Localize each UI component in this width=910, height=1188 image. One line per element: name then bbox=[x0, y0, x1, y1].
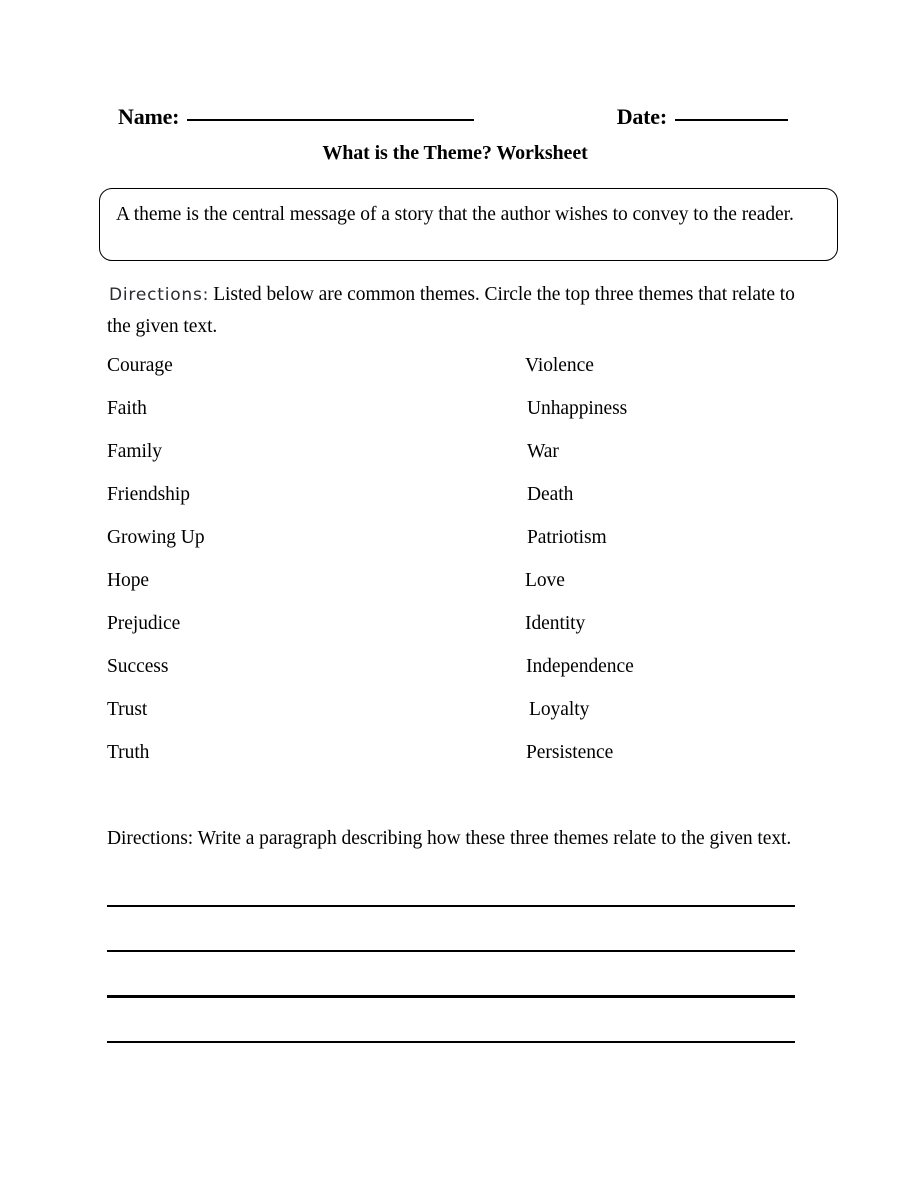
theme-item[interactable]: Patriotism bbox=[527, 527, 607, 548]
theme-list bbox=[0, 355, 910, 775]
theme-item[interactable]: Death bbox=[527, 484, 574, 505]
answer-line[interactable] bbox=[107, 950, 795, 952]
answer-line[interactable] bbox=[107, 995, 795, 997]
theme-column-left bbox=[107, 355, 487, 785]
theme-column-right bbox=[525, 355, 885, 785]
definition-callout-box bbox=[99, 188, 838, 261]
theme-item[interactable]: Love bbox=[525, 570, 565, 591]
theme-item[interactable]: Truth bbox=[107, 742, 150, 763]
header-row bbox=[118, 104, 788, 134]
theme-item[interactable]: Independence bbox=[526, 656, 634, 677]
name-write-in-rule[interactable] bbox=[187, 119, 474, 121]
theme-item[interactable]: Faith bbox=[107, 398, 147, 419]
answer-lines bbox=[107, 905, 795, 1086]
page-title: What is the Theme? Worksheet bbox=[322, 142, 588, 164]
directions-top-body: Listed below are common themes. Circle the top three themes that relate to the given text. bbox=[107, 284, 795, 337]
theme-item[interactable]: Success bbox=[107, 656, 169, 677]
theme-item[interactable]: Violence bbox=[525, 355, 594, 376]
theme-item[interactable]: Loyalty bbox=[529, 699, 590, 720]
name-field bbox=[118, 104, 474, 130]
theme-item[interactable]: War bbox=[527, 441, 559, 462]
theme-item[interactable]: Family bbox=[107, 441, 162, 462]
answer-line[interactable] bbox=[107, 905, 795, 907]
definition-text: A theme is the central message of a story that the author wishes to convey to the reader. bbox=[116, 204, 794, 225]
answer-line[interactable] bbox=[107, 1041, 795, 1043]
theme-item[interactable]: Friendship bbox=[107, 484, 190, 505]
date-field bbox=[617, 104, 788, 130]
date-write-in-rule[interactable] bbox=[675, 119, 788, 121]
name-label: Name: bbox=[118, 104, 180, 129]
theme-item[interactable]: Identity bbox=[525, 613, 586, 634]
theme-item[interactable]: Growing Up bbox=[107, 527, 205, 548]
directions-top-keyword: Directions: bbox=[109, 285, 210, 305]
theme-item[interactable]: Trust bbox=[107, 699, 148, 720]
theme-item[interactable]: Courage bbox=[107, 355, 173, 376]
theme-item[interactable]: Hope bbox=[107, 570, 150, 591]
directions-top bbox=[107, 279, 807, 342]
theme-item[interactable]: Unhappiness bbox=[527, 398, 628, 419]
theme-item[interactable]: Prejudice bbox=[107, 613, 181, 634]
directions-bottom: Directions: Write a paragraph describing how these three themes relate to the given text. bbox=[107, 828, 792, 849]
theme-item[interactable]: Persistence bbox=[526, 742, 614, 763]
date-label: Date: bbox=[616, 104, 667, 129]
